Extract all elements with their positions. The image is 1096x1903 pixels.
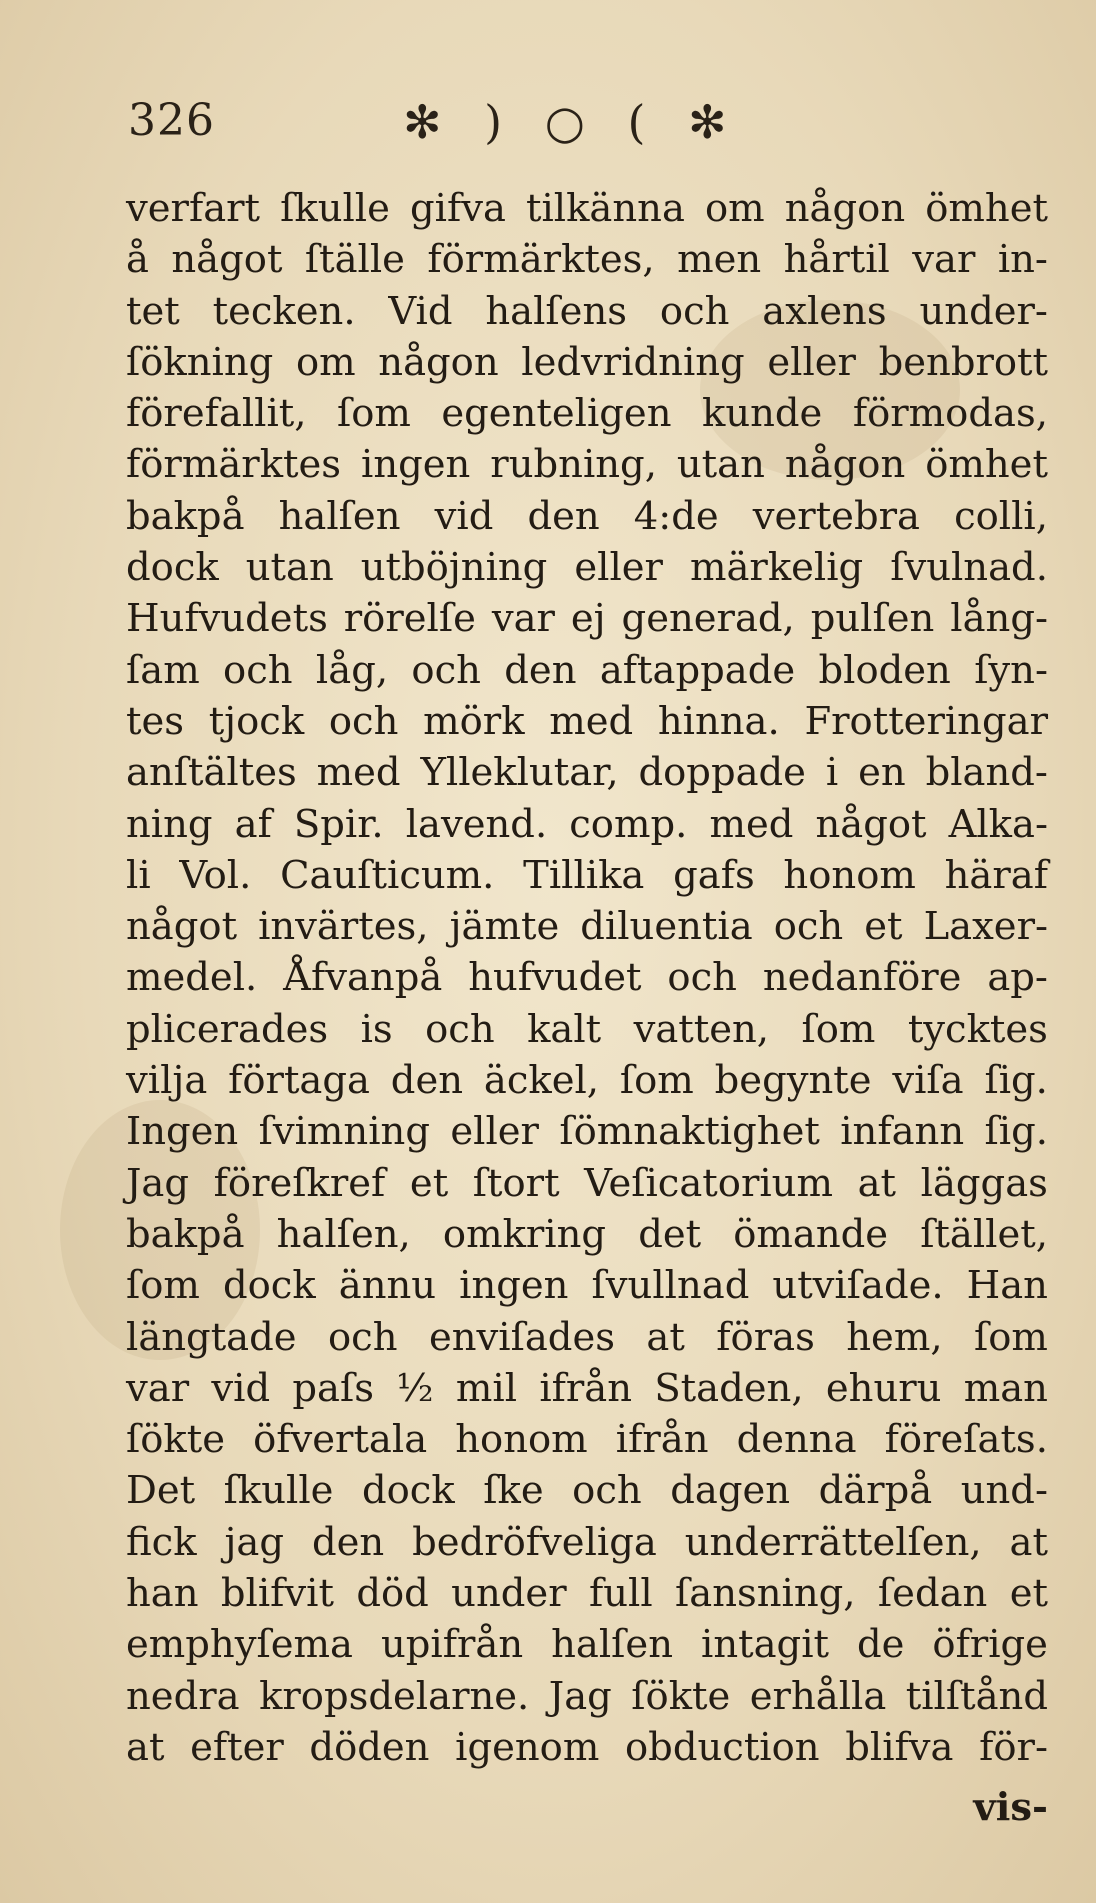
- word: föras: [716, 1314, 815, 1360]
- word: men: [677, 237, 762, 283]
- word: hinna.: [657, 698, 780, 744]
- word: ſkulle: [223, 1468, 334, 1514]
- word: li: [126, 852, 151, 898]
- word: nedra: [126, 1673, 240, 1719]
- word: öfrige: [932, 1622, 1048, 1668]
- word: ſökte: [126, 1417, 226, 1463]
- word: ifrån: [539, 1365, 633, 1411]
- text-line: [126, 1209, 1048, 1260]
- word: ſom: [126, 1263, 200, 1309]
- word: af: [234, 801, 272, 847]
- text-line: [126, 850, 1048, 901]
- word: underrättelſen,: [684, 1519, 982, 1565]
- word: ſtälle: [304, 237, 405, 283]
- word: och: [223, 647, 293, 693]
- word: tet: [126, 288, 180, 334]
- word: tilkänna: [525, 186, 685, 231]
- word: ehuru: [825, 1365, 942, 1411]
- word: nedanföre: [762, 955, 962, 1001]
- word: ännu: [338, 1263, 437, 1309]
- text-line: [126, 1414, 1048, 1465]
- word: paſs: [292, 1365, 374, 1411]
- word: och: [659, 288, 730, 334]
- word: ömande: [733, 1211, 889, 1257]
- word: ſvulnad.: [890, 545, 1048, 591]
- word: vertebra: [752, 493, 920, 539]
- word: Ingen: [126, 1109, 239, 1155]
- word: Jag: [126, 1160, 190, 1206]
- word: en: [858, 750, 906, 796]
- word: obduction: [625, 1724, 820, 1770]
- word: märkelig: [689, 545, 864, 591]
- word: Vid: [388, 288, 453, 334]
- word: förtaga: [228, 1058, 370, 1104]
- text-line: [126, 1517, 1048, 1568]
- word: något: [171, 237, 283, 283]
- word: et: [864, 904, 903, 950]
- word: och: [572, 1468, 642, 1514]
- word: läggas: [920, 1160, 1048, 1206]
- word: ſömnaktighet: [559, 1109, 820, 1155]
- text-line: [126, 1363, 1048, 1414]
- word: invärtes,: [258, 904, 429, 950]
- word: kalt: [527, 1006, 602, 1052]
- body-text: [126, 183, 1048, 1773]
- word: och: [327, 1314, 398, 1360]
- word: egenteligen: [441, 391, 672, 437]
- word: den: [504, 647, 577, 693]
- word: at: [1009, 1519, 1048, 1565]
- word: därpå: [818, 1468, 933, 1514]
- text-line: [126, 234, 1048, 285]
- word: i: [825, 750, 839, 796]
- word: begynte: [714, 1058, 872, 1104]
- word: dock: [126, 545, 219, 591]
- word: under-: [919, 288, 1048, 334]
- word: ſom: [619, 1058, 694, 1104]
- word: under: [451, 1571, 567, 1617]
- word: utviſade.: [772, 1263, 944, 1309]
- word: tycktes: [907, 1006, 1048, 1052]
- word: eller: [450, 1109, 539, 1155]
- word: axlens: [762, 288, 887, 334]
- text-line: [126, 491, 1048, 542]
- word: is: [360, 1006, 393, 1052]
- word: och: [667, 955, 737, 1001]
- text-line: [126, 1312, 1048, 1363]
- word: mörk: [423, 698, 525, 744]
- word: med: [549, 698, 634, 744]
- word: ömhet: [925, 186, 1048, 231]
- word: comp.: [569, 801, 688, 847]
- word: fick: [126, 1519, 197, 1565]
- word: Det: [126, 1468, 196, 1514]
- word: utan: [245, 545, 334, 591]
- word: full: [588, 1571, 653, 1617]
- word: jämte: [449, 904, 560, 950]
- text-line: [126, 1568, 1048, 1619]
- word: colli,: [954, 493, 1048, 539]
- word: tes: [126, 698, 185, 744]
- word: ſam: [126, 647, 200, 693]
- word: man: [963, 1365, 1048, 1411]
- word: rörelſe: [343, 596, 476, 642]
- word: dagen: [670, 1468, 791, 1514]
- text-line: [126, 388, 1048, 439]
- word: honom: [455, 1417, 588, 1463]
- word: vid: [434, 493, 494, 539]
- word: låg,: [315, 647, 389, 693]
- word: kropsdelarne.: [259, 1673, 530, 1719]
- text-line: [126, 901, 1048, 952]
- word: pulſen: [810, 596, 935, 642]
- word: intagit: [701, 1622, 829, 1668]
- word: rubning,: [490, 442, 657, 488]
- word: doppade: [638, 750, 806, 796]
- text-line: [126, 1671, 1048, 1722]
- word: tecken.: [212, 288, 356, 334]
- word: Veſicatorium: [584, 1160, 833, 1206]
- word: bedröfveliga: [412, 1519, 657, 1565]
- word: ſansning,: [675, 1571, 856, 1617]
- text-line: [126, 337, 1048, 388]
- text-line: [126, 1004, 1048, 1055]
- word: Frotteringar: [804, 698, 1048, 744]
- word: infann: [840, 1109, 965, 1155]
- text-line: [126, 286, 1048, 337]
- word: förmärktes,: [427, 237, 655, 283]
- word: upifrån: [380, 1622, 524, 1668]
- word: enviſades: [428, 1314, 615, 1360]
- word: utan: [676, 442, 765, 488]
- word: bland-: [925, 750, 1048, 796]
- word: vid: [211, 1365, 271, 1411]
- word: vilja: [126, 1058, 208, 1104]
- word: de: [856, 1622, 905, 1668]
- word: ſökning: [126, 339, 274, 385]
- word: Ylleklutar,: [420, 750, 619, 796]
- word: var: [912, 237, 976, 283]
- word: omkring: [442, 1211, 607, 1257]
- word: ſökte: [631, 1673, 731, 1719]
- word: ning: [126, 801, 213, 847]
- word: och: [773, 904, 844, 950]
- word: död: [356, 1571, 429, 1617]
- word: någon: [784, 442, 906, 488]
- text-line: [126, 1260, 1048, 1311]
- word: var: [126, 1365, 190, 1411]
- catchword: vis-: [973, 1785, 1048, 1830]
- text-line: [126, 645, 1048, 696]
- word: blifva: [845, 1724, 954, 1770]
- word: eller: [767, 339, 856, 385]
- word: gafs: [673, 852, 755, 898]
- word: bloden: [818, 647, 951, 693]
- word: ſvimning: [258, 1109, 430, 1155]
- text-line: [126, 183, 1048, 234]
- text-line: [126, 1055, 1048, 1106]
- word: diluentia: [580, 904, 753, 950]
- word: den: [311, 1519, 385, 1565]
- word: Alka-: [948, 801, 1048, 847]
- word: ap-: [987, 955, 1048, 1001]
- word: förefallit,: [126, 391, 307, 437]
- word: föreſats.: [884, 1417, 1048, 1463]
- word: någon: [784, 186, 906, 231]
- word: viſa: [892, 1058, 964, 1104]
- word: in-: [997, 237, 1048, 283]
- word: det: [638, 1211, 702, 1257]
- word: halſen: [278, 493, 401, 539]
- text-line: [126, 1106, 1048, 1157]
- word: ſvullnad: [591, 1263, 750, 1309]
- word: längtade: [126, 1314, 297, 1360]
- word: Staden,: [654, 1365, 804, 1411]
- word: dock: [222, 1263, 316, 1309]
- word: Åfvanpå: [283, 955, 443, 1001]
- text-line: [126, 1722, 1048, 1773]
- word: ſyn-: [974, 647, 1048, 693]
- word: medel.: [126, 955, 258, 1001]
- text-line: [126, 1465, 1048, 1516]
- word: anſtältes: [126, 750, 297, 796]
- word: eller: [574, 545, 663, 591]
- word: bakpå: [126, 1211, 245, 1257]
- word: plicerades: [126, 1006, 329, 1052]
- word: äckel,: [483, 1058, 600, 1104]
- word: om: [295, 339, 356, 385]
- word: hem,: [846, 1314, 943, 1360]
- text-line: [126, 1619, 1048, 1670]
- word: hårtil: [783, 237, 890, 283]
- word: med: [709, 801, 794, 847]
- word: Hufvudets: [126, 596, 328, 642]
- word: ſig.: [984, 1058, 1048, 1104]
- word: mil: [455, 1365, 518, 1411]
- word: halſen,: [276, 1211, 411, 1257]
- word: ej: [570, 596, 606, 642]
- word: den: [527, 493, 600, 539]
- word: blifvit: [220, 1571, 334, 1617]
- word: vatten,: [633, 1006, 770, 1052]
- word: benbrott: [878, 339, 1048, 385]
- word: och: [328, 698, 399, 744]
- word: Jag: [548, 1673, 612, 1719]
- word: emphyſema: [126, 1622, 353, 1668]
- word: med: [316, 750, 401, 796]
- word: ſtort: [472, 1160, 560, 1206]
- word: ledvridning: [521, 339, 745, 385]
- word: lång-: [950, 596, 1048, 642]
- text-line: [126, 799, 1048, 850]
- word: tjock: [208, 698, 305, 744]
- word: at: [646, 1314, 685, 1360]
- word: Laxer-: [923, 904, 1048, 950]
- word: ſom: [801, 1006, 876, 1052]
- word: denna: [736, 1417, 857, 1463]
- word: var: [491, 596, 555, 642]
- word: utböjning: [360, 545, 548, 591]
- word: et: [1009, 1571, 1048, 1617]
- text-line: [126, 593, 1048, 644]
- word: tilſtånd: [905, 1673, 1048, 1719]
- word: ſom: [974, 1314, 1048, 1360]
- word: öfvertala: [253, 1417, 428, 1463]
- word: kunde: [701, 391, 823, 437]
- word: honom: [783, 852, 916, 898]
- word: han: [126, 1571, 199, 1617]
- text-line: [126, 696, 1048, 747]
- word: å: [126, 237, 149, 283]
- word: Vol.: [179, 852, 252, 898]
- word: hufvudet: [468, 955, 642, 1001]
- word: 4:de: [633, 493, 719, 539]
- header-ornament: ✻ ) ○ ( ✻: [403, 95, 741, 149]
- word: lavend.: [405, 801, 548, 847]
- word: at: [126, 1724, 165, 1770]
- word: och: [425, 1006, 495, 1052]
- word: halſens: [485, 288, 628, 334]
- word: föreſkref: [213, 1160, 386, 1206]
- text-line: [126, 542, 1048, 593]
- word: något: [815, 801, 927, 847]
- word: ſkulle: [280, 186, 390, 231]
- word: igenom: [455, 1724, 600, 1770]
- running-header: [128, 95, 1008, 165]
- word: Cauſticum.: [280, 852, 495, 898]
- word: halſen: [551, 1622, 674, 1668]
- word: något: [126, 904, 238, 950]
- text-line: [126, 1158, 1048, 1209]
- word: Spir.: [293, 801, 384, 847]
- word: jag: [224, 1519, 285, 1565]
- word: ſedan: [877, 1571, 988, 1617]
- word: efter: [190, 1724, 284, 1770]
- word: Han: [966, 1263, 1048, 1309]
- word: verfart: [126, 186, 261, 231]
- word: aftappade: [599, 647, 796, 693]
- word: förmärktes: [126, 442, 342, 488]
- word: för-: [979, 1724, 1048, 1770]
- word: och: [411, 647, 481, 693]
- word: ſke: [483, 1468, 544, 1514]
- word: gifva: [409, 186, 506, 231]
- word: bakpå: [126, 493, 245, 539]
- page-number: 326: [128, 95, 215, 146]
- word: generad,: [621, 596, 795, 642]
- word: und-: [960, 1468, 1048, 1514]
- word: erhålla: [749, 1673, 887, 1719]
- word: ſig.: [984, 1109, 1048, 1155]
- text-line: [126, 747, 1048, 798]
- word: ſtället,: [920, 1211, 1048, 1257]
- word: Tillika: [523, 852, 645, 898]
- word: ingen: [361, 442, 471, 488]
- text-line: [126, 952, 1048, 1003]
- word: häraf: [944, 852, 1048, 898]
- word: den: [390, 1058, 464, 1104]
- word: om: [705, 186, 765, 231]
- word: ½: [396, 1365, 434, 1411]
- word: dock: [361, 1468, 455, 1514]
- word: at: [857, 1160, 897, 1206]
- word: någon: [378, 339, 499, 385]
- word: förmodas,: [852, 391, 1048, 437]
- word: ſom: [336, 391, 411, 437]
- word: ingen: [459, 1263, 569, 1309]
- text-line: [126, 439, 1048, 490]
- word: et: [409, 1160, 449, 1206]
- word: döden: [309, 1724, 430, 1770]
- word: ömhet: [925, 442, 1048, 488]
- word: ifrån: [615, 1417, 709, 1463]
